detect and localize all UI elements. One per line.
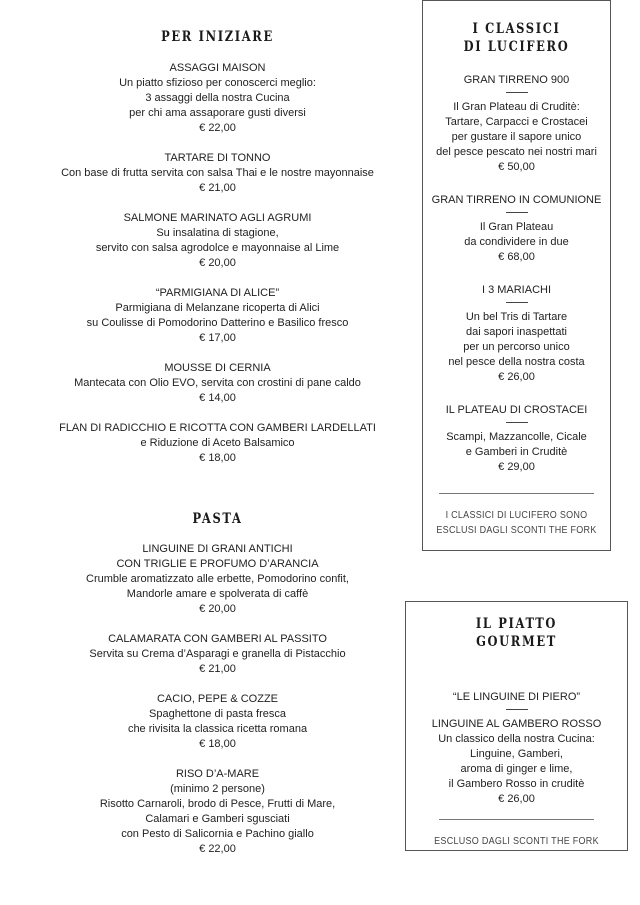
dish-description: Un piatto sfizioso per conoscerci meglio: [119,77,316,89]
dish-price: € 26,00 [498,793,535,805]
menu-item [423,193,610,265]
dish-price: € 21,00 [199,182,236,194]
dish-description: Tartare, Carpacci e Crostacei [445,116,588,128]
dish-price: € 14,00 [199,392,236,404]
dish-name: SALMONE MARINATO AGLI AGRUMI [123,212,312,224]
dish-description: Linguine, Gamberi, [470,748,563,760]
dish-description: Il Gran Plateau di Cruditè: [453,101,580,113]
dish-description: Servita su Crema d’Asparagi e granella di Pistacchio [89,648,346,660]
menu-item [423,283,610,385]
dish-description: da condividere in due [464,236,569,248]
dish-description: 3 assaggi della nostra Cucina [145,92,290,104]
footer-note: I CLASSICI DI LUCIFERO SONO [445,510,588,521]
divider [506,302,528,303]
dish-name: LINGUINE DI GRANI ANTICHI [142,543,293,555]
dish-description: servito con salsa agrodolce e mayonnaise al Lime [95,242,340,254]
section-title: PER INIZIARE [161,29,274,45]
dish-description: Mandorle amare e spolverata di caffè [126,588,309,600]
divider [439,493,594,494]
menu-item [40,361,395,406]
dish-name: FLAN DI RADICCHIO E RICOTTA CON GAMBERI LARDELLATI [59,422,376,434]
dish-description: Con base di frutta servita con salsa Thai e le nostre mayonnaise [61,167,374,179]
footer-note: ESCLUSO DAGLI SCONTI THE FORK [434,836,599,847]
dish-name: TARTARE DI TONNO [164,152,271,164]
dish-description: per un percorso unico [463,341,570,353]
dish-name: CACIO, PEPE & COZZE [156,693,279,705]
dish-price: € 21,00 [199,663,236,675]
dish-name: I 3 MARIACHI [481,284,552,296]
dish-price: € 68,00 [498,251,535,263]
menu-item [40,286,395,346]
dish-description: Calamari e Gamberi sgusciati [145,813,290,825]
dish-description: Su insalatina di stagione, [156,227,279,239]
menu-item [40,211,395,271]
dish-description: per gustare il sapore unico [451,131,582,143]
box-title-line: GOURMET [476,634,557,650]
dish-description: (minimo 2 persone) [170,783,265,795]
section-title: PASTA [192,511,243,527]
dish-description: dai sapori inaspettati [466,326,567,338]
dish-description: Il Gran Plateau [479,221,554,233]
dish-name: ASSAGGI MAISON [169,62,266,74]
dish-name: GRAN TIRRENO 900 [463,74,570,86]
dish-price: € 20,00 [199,603,236,615]
dish-description: aroma di ginger e lime, [460,763,573,775]
dish-description: Mantecata con Olio EVO, servita con crostini di pane caldo [74,377,361,389]
divider [506,709,528,710]
divider [439,819,594,820]
dish-description: il Gambero Rosso in cruditè [448,778,585,790]
dish-price: € 22,00 [199,843,236,855]
dish-description: Un classico della nostra Cucina: [438,733,595,745]
dish-name: IL PLATEAU DI CROSTACEI [445,404,588,416]
dish-price: € 18,00 [199,738,236,750]
dish-description: del pesce pescato nei nostri mari [436,146,597,158]
divider [506,92,528,93]
menu-item [40,767,395,857]
dish-description: nel pesce della nostra costa [448,356,585,368]
dish-description: Scampi, Mazzancolle, Cicale [446,431,587,443]
dish-price: € 50,00 [498,161,535,173]
menu-item [40,61,395,136]
menu-item [423,73,610,175]
dish-description: per chi ama assaporare gusti diversi [129,107,306,119]
menu-item [40,632,395,677]
gourmet-subtitle: “LE LINGUINE DI PIERO” [452,691,581,703]
footer-note: ESCLUSI DAGLI SCONTI THE FORK [436,525,597,536]
dish-name: GRAN TIRRENO IN COMUNIONE [431,194,602,206]
menu-item [40,542,395,617]
dish-price: € 18,00 [199,452,236,464]
dish-description: Crumble aromatizzato alle erbette, Pomodorino confit, [86,573,349,585]
starters-section [40,28,395,481]
classici-box [422,0,611,551]
dish-name: “PARMIGIANA DI ALICE” [155,287,280,299]
dish-description: Spaghettone di pasta fresca [149,708,286,720]
dish-name: RISO D’A-MARE [175,768,260,780]
dish-description: Un bel Tris di Tartare [465,311,568,323]
pasta-section [40,510,395,872]
box-title-line: I CLASSICI [472,21,561,37]
dish-name: MOUSSE DI CERNIA [164,362,271,374]
dish-price: € 26,00 [498,371,535,383]
gourmet-box [405,601,628,851]
dish-description: Parmigiana di Melanzane ricoperta di Alici [115,302,320,314]
box-title-line: IL PIATTO [475,616,558,632]
dish-description: CON TRIGLIE E PROFUMO D’ARANCIA [116,558,319,570]
dish-price: € 22,00 [199,122,236,134]
menu-item [40,151,395,196]
dish-description: su Coulisse di Pomodorino Datterino e Basilico fresco [86,317,349,329]
divider [506,422,528,423]
divider [506,212,528,213]
dish-description: e Riduzione di Aceto Balsamico [140,437,295,449]
dish-description: e Gamberi in Cruditè [465,446,568,458]
dish-description: con Pesto di Salicornia e Pachino giallo [121,828,314,840]
menu-item [40,421,395,466]
dish-name: CALAMARATA CON GAMBERI AL PASSITO [108,633,327,645]
dish-price: € 17,00 [199,332,236,344]
box-title-line: DI LUCIFERO [463,39,570,55]
dish-name: LINGUINE AL GAMBERO ROSSO [431,718,602,730]
menu-item [423,403,610,475]
dish-price: € 29,00 [498,461,535,473]
menu-item [40,692,395,752]
dish-description: Risotto Carnaroli, brodo di Pesce, Frutti di Mare, [99,798,336,810]
dish-description: che rivisita la classica ricetta romana [127,723,308,735]
dish-price: € 20,00 [199,257,236,269]
